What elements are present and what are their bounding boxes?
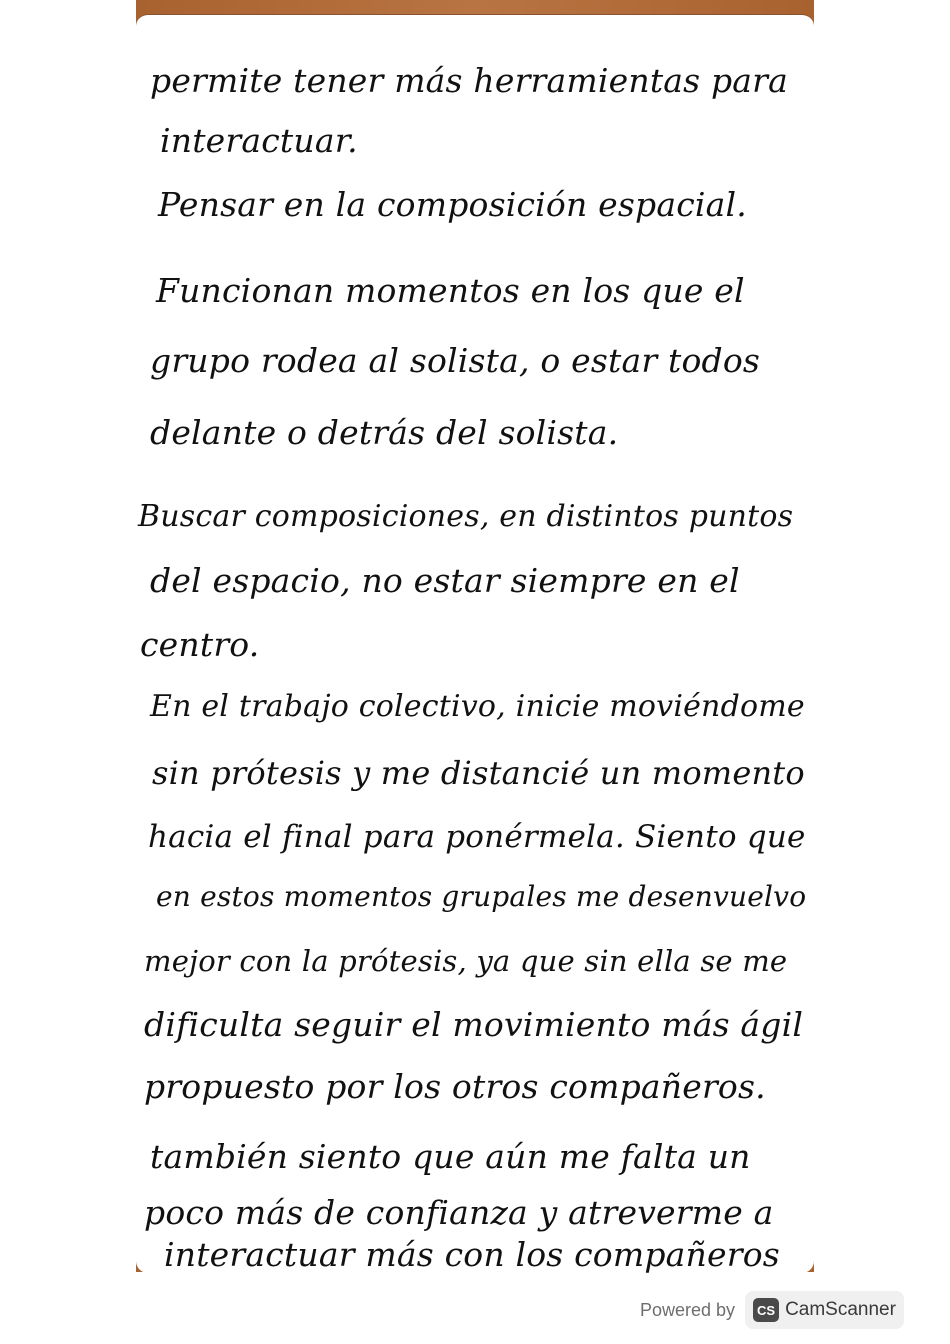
handwritten-note: [136, 15, 814, 1273]
camscanner-watermark: [640, 1290, 936, 1330]
note-line: mejor con la prótesis, ya que sin ella se me: [144, 944, 788, 978]
note-line: también siento que aún me falta un: [150, 1137, 751, 1176]
camscanner-logo-icon: CS: [753, 1298, 779, 1322]
note-line: Buscar composiciones, en distintos puntos: [138, 499, 794, 534]
note-line: Funcionan momentos en los que el: [156, 271, 745, 310]
note-line: poco más de confianza y atreverme a: [144, 1193, 774, 1232]
camscanner-badge: [745, 1291, 904, 1329]
camscanner-brand-name: CamScanner: [785, 1299, 896, 1320]
note-line: permite tener más herramientas para: [150, 61, 789, 100]
note-line: En el trabajo colectivo, inicie moviéndome: [150, 689, 805, 724]
note-line: centro.: [140, 625, 260, 664]
note-line: Pensar en la composición espacial.: [158, 185, 747, 224]
note-line: grupo rodea al solista, o estar todos: [150, 341, 761, 380]
note-line: dificulta seguir el movimiento más ágil: [144, 1005, 804, 1044]
note-line: en estos momentos grupales me desenvuelvo: [156, 880, 807, 913]
note-line: propuesto por los otros compañeros.: [144, 1067, 766, 1106]
note-line: delante o detrás del solista.: [150, 413, 619, 452]
note-line: interactuar más con los compañeros: [164, 1235, 780, 1274]
notebook-page: [136, 14, 814, 1273]
note-line: hacia el final para ponérmela. Siento que: [148, 819, 806, 855]
note-line: del espacio, no estar siempre en el: [150, 561, 740, 600]
note-line: sin prótesis y me distancié un momento: [152, 754, 805, 792]
powered-by-label: Powered by: [640, 1299, 736, 1320]
note-line: interactuar.: [160, 121, 358, 160]
